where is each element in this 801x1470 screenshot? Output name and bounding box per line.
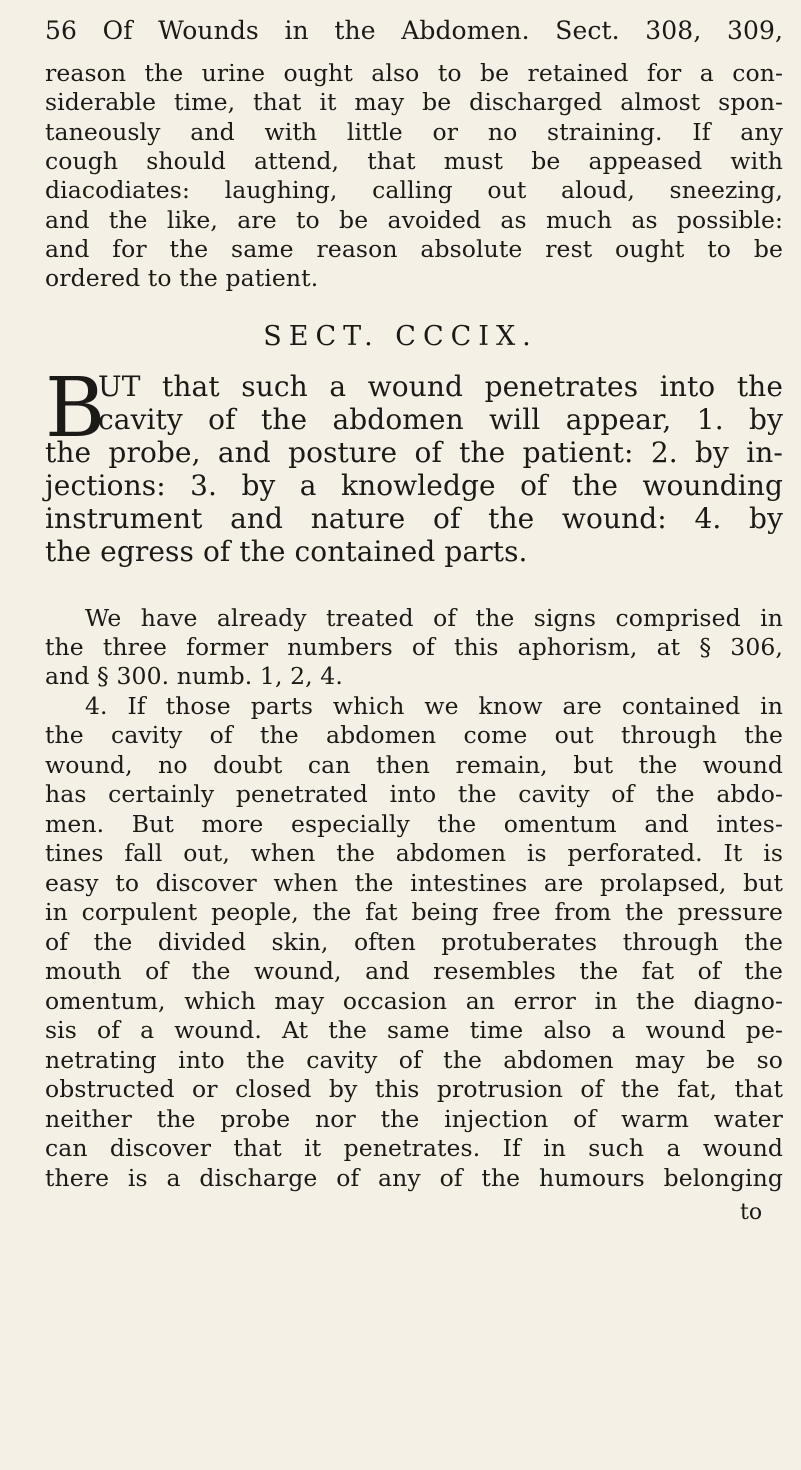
text-line: cough should attend, that must be appeased with xyxy=(45,147,783,175)
commentary-line: easy to discover when the intestines are prolapsed, but xyxy=(45,869,783,897)
commentary-line: 4. If those parts which we know are contained in xyxy=(85,692,783,720)
commentary-line: in corpulent people, the fat being free from the pressure xyxy=(45,898,783,926)
text-line: and the like, are to be avoided as much as possible: xyxy=(45,206,783,234)
section-heading: SECT. CCCIX. xyxy=(263,321,538,352)
running-title: Of Wounds in the Abdomen. xyxy=(102,16,530,45)
aphorism-line: the probe, and posture of the patient: 2. by in- xyxy=(45,436,783,469)
aphorism-line: UT that such a wound penetrates into the xyxy=(98,370,783,403)
text-line: and for the same reason absolute rest ought to be xyxy=(45,235,783,263)
aphorism-line: jections: 3. by a knowledge of the wounding xyxy=(45,469,783,502)
section-reference: Sect. 308, 309, xyxy=(555,16,784,45)
commentary-line: netrating into the cavity of the abdomen may be so xyxy=(45,1046,783,1074)
commentary-line: neither the probe nor the injection of warm water xyxy=(45,1105,783,1133)
catchword: to xyxy=(740,1200,763,1225)
commentary-line: tines fall out, when the abdomen is perforated. It is xyxy=(45,839,783,867)
commentary-line: and § 300. numb. 1, 2, 4. xyxy=(45,662,343,690)
commentary-line: obstructed or closed by this protrusion of the fat, that xyxy=(45,1075,783,1103)
text-line: diacodiates: laughing, calling out aloud, sneezing, xyxy=(45,176,783,204)
aphorism-line: cavity of the abdomen will appear, 1. by xyxy=(98,403,783,436)
commentary-line: the three former numbers of this aphorism, at § 306, xyxy=(45,633,783,661)
commentary-line: the cavity of the abdomen come out through the xyxy=(45,721,783,749)
page-number: 56 xyxy=(45,16,78,45)
text-line: siderable time, that it may be discharged almost spon- xyxy=(45,88,783,116)
commentary-line: can discover that it penetrates. If in such a wound xyxy=(45,1134,783,1162)
commentary-line: mouth of the wound, and resembles the fat of the xyxy=(45,957,783,985)
aphorism-line: the egress of the contained parts. xyxy=(45,535,528,568)
commentary-line: has certainly penetrated into the cavity of the abdo- xyxy=(45,780,783,808)
commentary-line: We have already treated of the signs comprised in xyxy=(85,604,783,632)
commentary-line: omentum, which may occasion an error in the diagno- xyxy=(45,987,783,1015)
running-header xyxy=(45,18,783,43)
commentary-line: sis of a wound. At the same time also a wound pe- xyxy=(45,1016,783,1044)
text-line: taneously and with little or no straining. If any xyxy=(45,118,783,146)
commentary-line: there is a discharge of any of the humours belonging xyxy=(45,1164,783,1192)
commentary-line: wound, no doubt can then remain, but the wound xyxy=(45,751,783,779)
commentary-line: of the divided skin, often protuberates through the xyxy=(45,928,783,956)
aphorism-line: instrument and nature of the wound: 4. by xyxy=(45,502,783,535)
text-line: reason the urine ought also to be retained for a con- xyxy=(45,59,783,87)
drop-cap: B xyxy=(45,361,106,456)
commentary-line: men. But more especially the omentum and intes- xyxy=(45,810,783,838)
text-line: ordered to the patient. xyxy=(45,264,319,292)
